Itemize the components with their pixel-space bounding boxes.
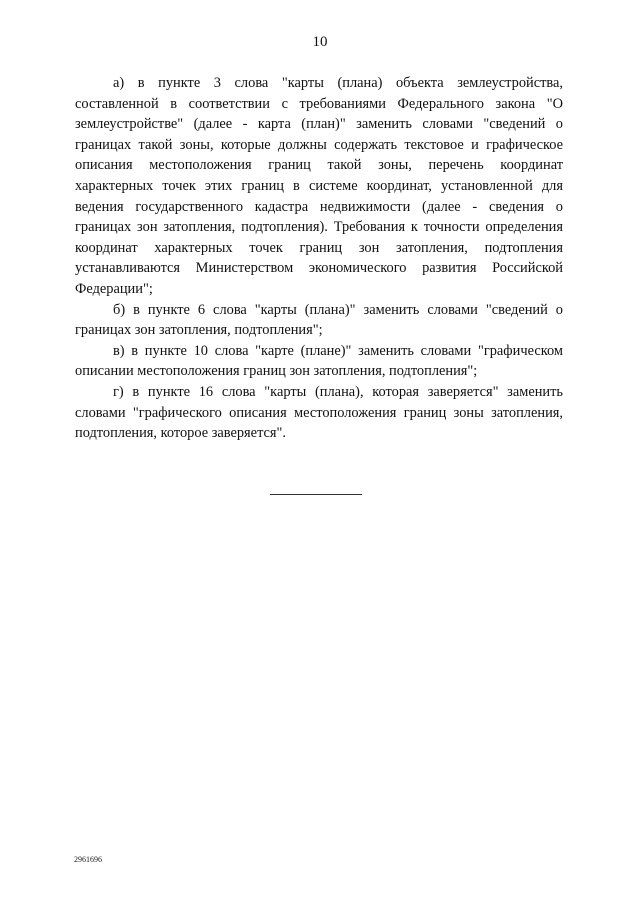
document-body: [75, 73, 563, 444]
paragraph-a: а) в пункте 3 слова "карты (плана) объекта землеустройства, составленной в соответствии с требованиями Федерального закона "О землеустройстве" (далее - карта (план)" заменить словами "сведений о границах такой зоны, которые должны содержать текстовое и графическое описания местоположения границ такой зоны, перечень координат характерных точек этих границ в системе координат, установленной для ведения государственного кадастра недвижимости (далее - сведения о границах зон затопления, подтопления). Требования к точности определения координат характерных точек границ зон затопления, подтопления устанавливаются Министерством экономического развития Российской Федерации";: [75, 75, 563, 297]
end-divider-line: [270, 494, 362, 495]
page-number: 10: [312, 34, 328, 50]
paragraph-v: в) в пункте 10 слова "карте (плане)" заменить словами "графическом описании местоположения границ зон затопления, подтопления";: [75, 342, 563, 380]
paragraph-g: г) в пункте 16 слова "карты (плана), которая заверяется" заменить словами "графического описания местоположения границ зоны затопления, подтопления, которое заверяется".: [75, 383, 563, 442]
document-code: 2961696: [74, 855, 102, 864]
paragraph-b: б) в пункте 6 слова "карты (плана)" заменить словами "сведений о границах зон затопления, подтопления";: [75, 301, 563, 339]
